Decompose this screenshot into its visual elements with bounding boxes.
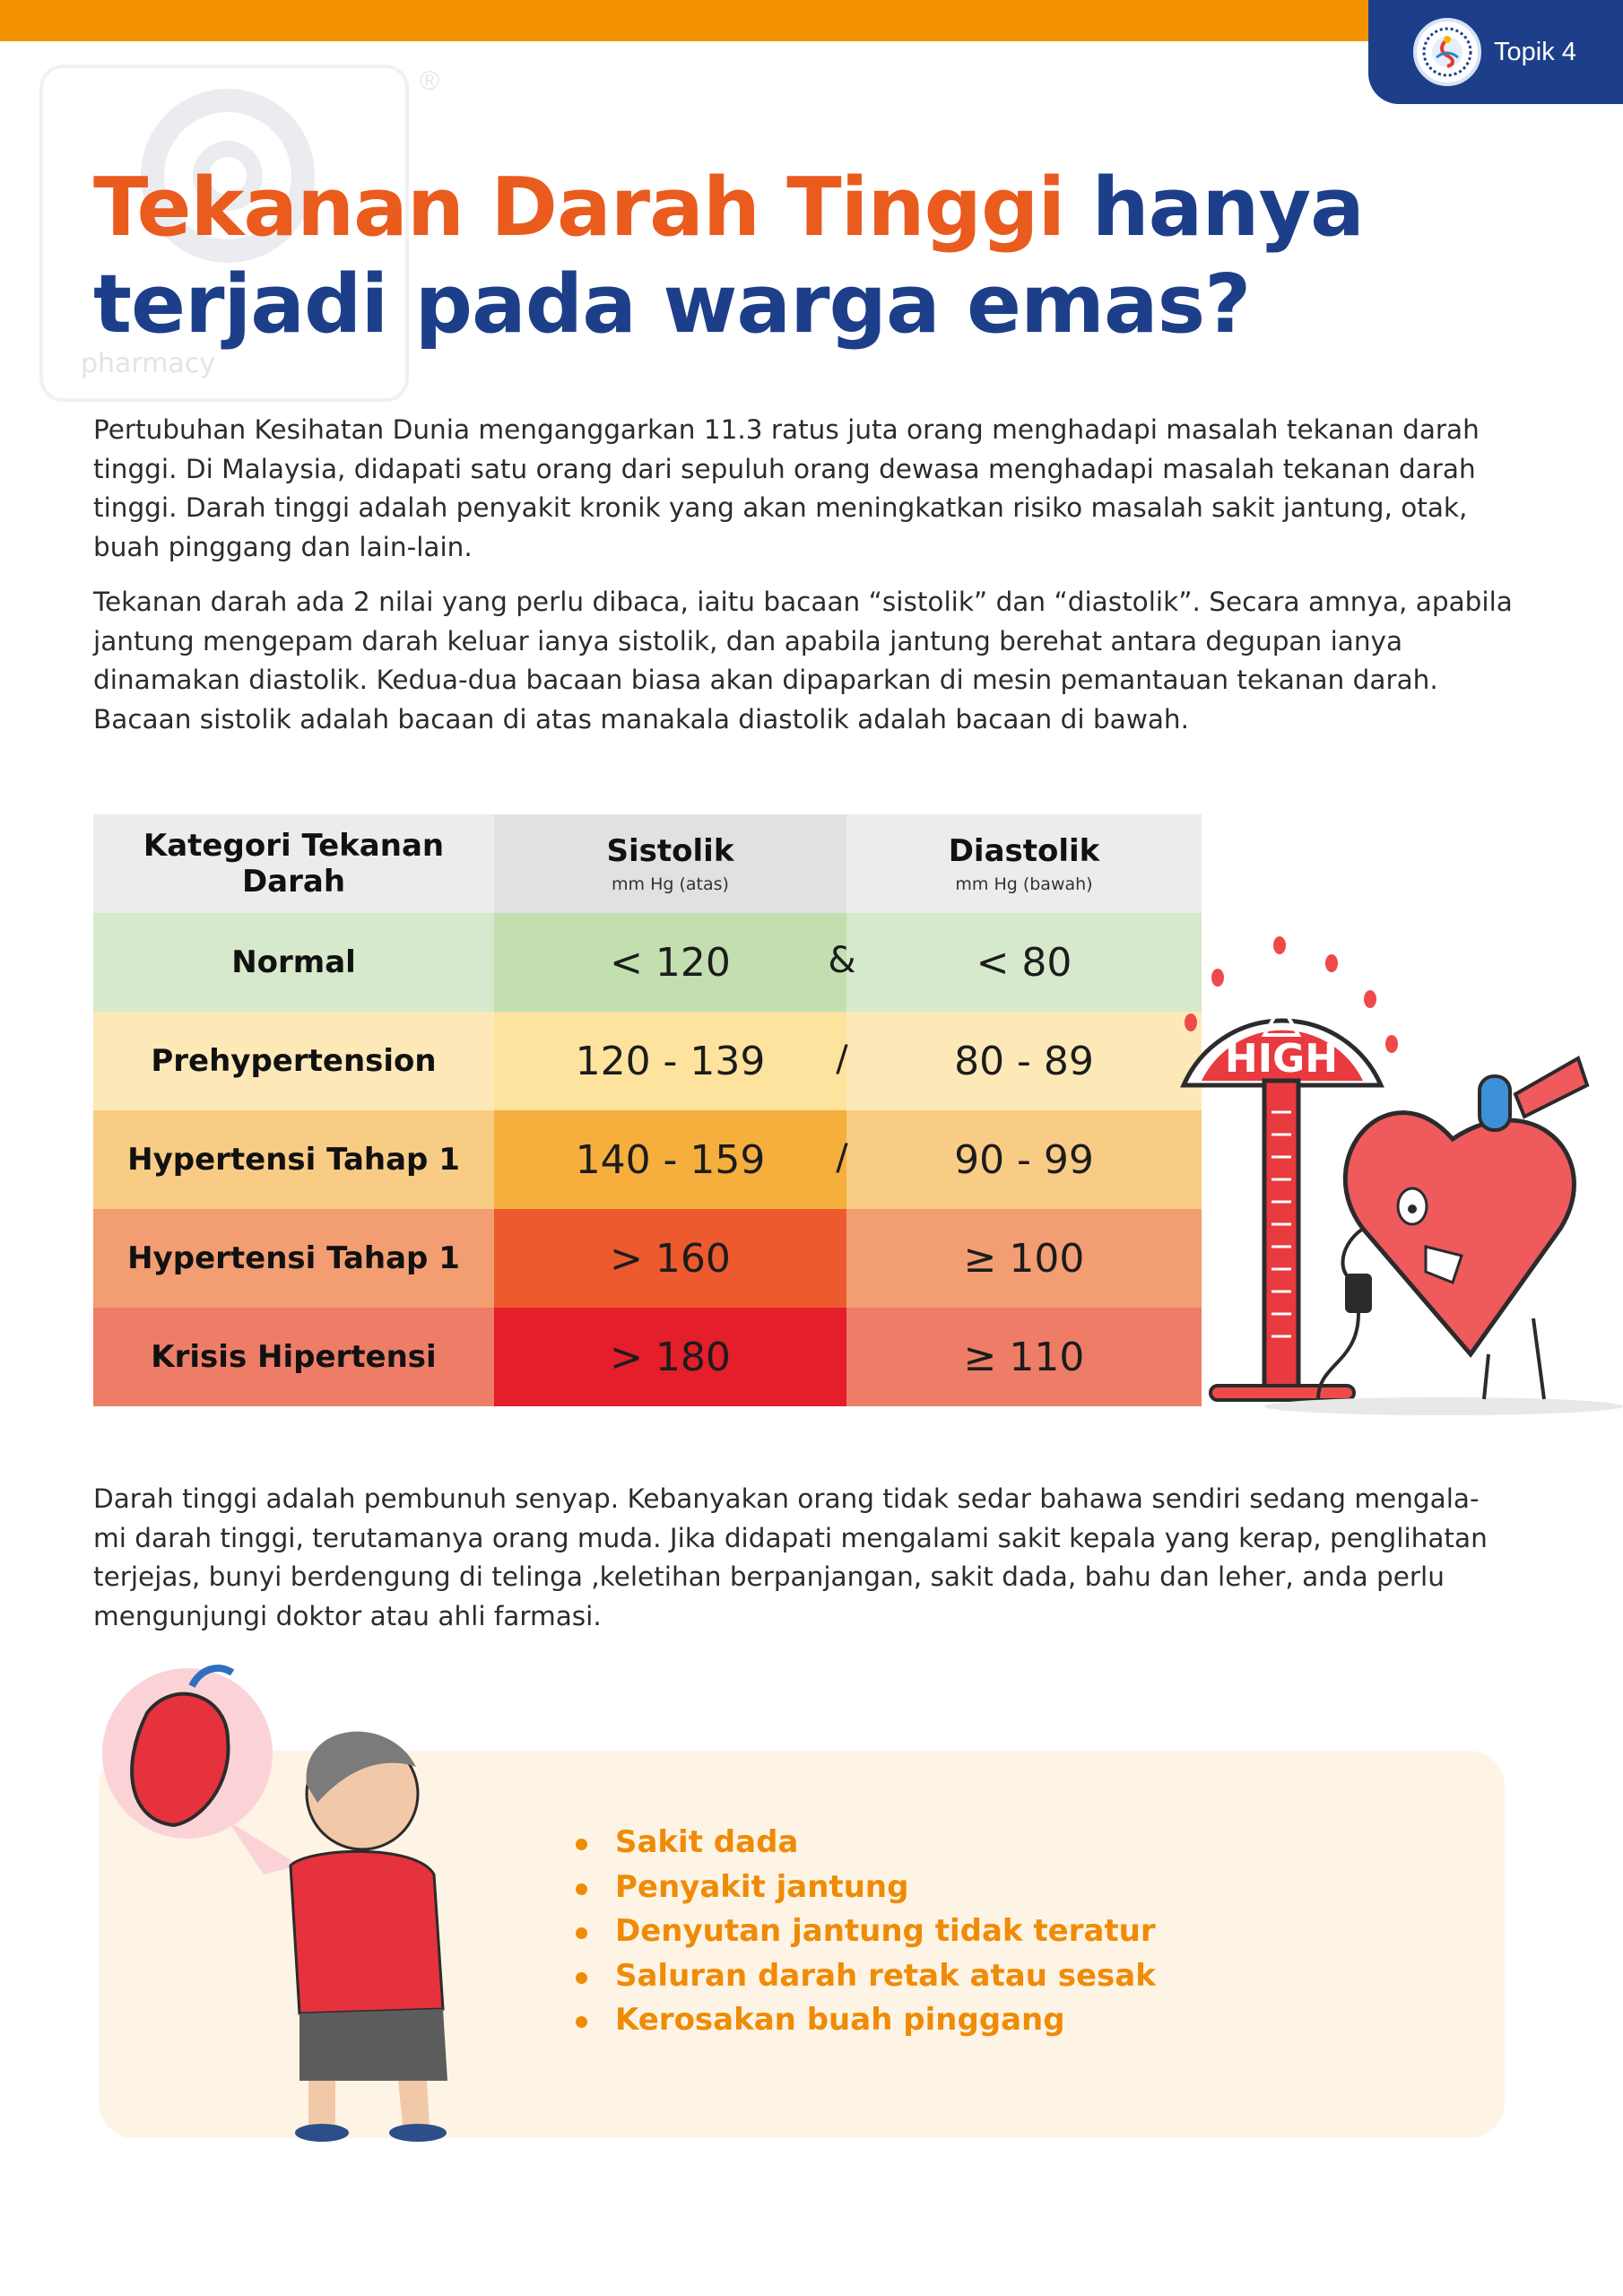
- high-sign-text: HIGH: [1224, 1036, 1339, 1082]
- row-separator: /: [836, 1137, 848, 1178]
- row-diastolic: ≥ 100: [846, 1209, 1202, 1308]
- row-separator: /: [836, 1039, 848, 1080]
- heart-character-icon: [1318, 1058, 1587, 1399]
- table-row: [93, 1110, 1202, 1209]
- row-systolic: 120 - 139: [494, 1012, 846, 1110]
- header-systolic-label: Sistolik: [606, 833, 734, 869]
- watermark-subtitle: pharmacy: [81, 348, 216, 379]
- row-diastolic: < 80: [846, 913, 1202, 1012]
- table-row: [93, 1308, 1202, 1406]
- row-separator: &: [828, 940, 856, 981]
- title-rest-line2: terjadi pada warga emas?: [93, 257, 1251, 352]
- row-systolic: < 120: [494, 913, 846, 1012]
- intro-paragraph: Pertubuhan Kesihatan Dunia menganggarkan 11.3 ratus juta orang menghadapi masalah tekanan darah tinggi. Di Malaysia, didapati satu orang dari sepuluh orang dewasa menghadapi masalah tekanan darah tinggi. Darah tinggi adalah penyakit kronik yang akan meningkatkan risiko masalah sakit jantung, otak, buah pinggang dan lain-lain.: [93, 414, 1480, 562]
- title-rest-line1: hanya: [1091, 161, 1364, 255]
- list-item: Penyakit jantung: [574, 1866, 1156, 1910]
- row-category: Normal: [93, 913, 494, 1012]
- row-category: Hypertensi Tahap 1: [93, 1209, 494, 1308]
- explanation-paragraph: Tekanan darah ada 2 nilai yang perlu dibaca, iaitu bacaan “sistolik” dan “diastolik”. Secara amnya, apabila jantung mengepam darah keluar ianya sistolik, dan apabila jantung berehat antara degupan ianya dinamakan diastolik. Kedua-dua bacaan biasa akan dipaparkan di mesin pemantauan tekanan darah. Bacaan sistolik adalah bacaan di atas manakala diastolik adalah bacaan di bawah.: [93, 587, 1513, 735]
- header-diastolic-label: Diastolik: [948, 833, 1100, 869]
- header-category: Kategori Tekanan Darah: [93, 814, 494, 913]
- row-category: Krisis Hipertensi: [93, 1308, 494, 1406]
- table-row: [93, 1012, 1202, 1110]
- table-header-row: [93, 814, 1202, 913]
- complications-list: [574, 1821, 1156, 2043]
- header-systolic-unit: mm Hg (atas): [612, 874, 729, 894]
- table-row: [93, 913, 1202, 1012]
- association-logo-icon: [1413, 18, 1481, 86]
- row-systolic: > 160: [494, 1209, 846, 1308]
- table-row: [93, 1209, 1202, 1308]
- topic-tab: [1368, 0, 1623, 104]
- row-category: Hypertensi Tahap 1: [93, 1110, 494, 1209]
- title-highlight: Tekanan Darah Tinggi: [93, 161, 1065, 255]
- warning-paragraph: Darah tinggi adalah pembunuh senyap. Kebanyakan orang tidak sedar bahawa sendiri sedang mengala-mi darah tinggi, terutamanya orang muda. Jika didapati mengalami sakit kepala yang kerap, penglihatan terjejas, bunyi berdengung di telinga ,keletihan berpanjangan, sakit dada, bahu dan leher, anda perlu mengunjungi doktor atau ahli farmasi.: [93, 1483, 1488, 1631]
- high-pressure-illustration: [1157, 933, 1623, 1417]
- registered-mark: ®: [420, 66, 440, 96]
- list-item: Denyutan jantung tidak teratur: [574, 1909, 1156, 1954]
- list-item: Saluran darah retak atau sesak: [574, 1954, 1156, 1999]
- header-systolic: [494, 814, 846, 913]
- page-title: [93, 160, 1456, 353]
- row-systolic: > 180: [494, 1308, 846, 1406]
- row-diastolic: ≥ 110: [846, 1308, 1202, 1406]
- topic-label: Topik 4: [1494, 37, 1576, 66]
- chest-pain-person-illustration: [93, 1659, 506, 2144]
- list-item: Sakit dada: [574, 1821, 1156, 1866]
- header-diastolic: [846, 814, 1202, 913]
- header-diastolic-unit: mm Hg (bawah): [955, 874, 1093, 894]
- row-diastolic: 80 - 89: [846, 1012, 1202, 1110]
- row-systolic: 140 - 159: [494, 1110, 846, 1209]
- row-category: Prehypertension: [93, 1012, 494, 1110]
- list-item: Kerosakan buah pinggang: [574, 1998, 1156, 2043]
- row-diastolic: 90 - 99: [846, 1110, 1202, 1209]
- blood-pressure-table: [93, 814, 1202, 1406]
